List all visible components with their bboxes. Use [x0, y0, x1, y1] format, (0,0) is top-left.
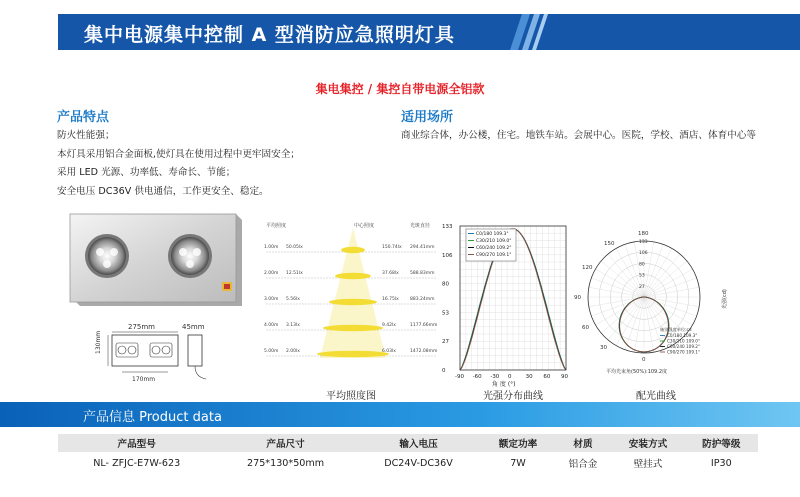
intensity-xtick: 0 [508, 374, 512, 380]
illum-header-avg: 平均照度 [266, 223, 287, 229]
illum-diam: 1177.66mm [410, 323, 438, 328]
intensity-legend-label: C60/240 109.2° [476, 246, 512, 251]
polar-chart [576, 225, 728, 377]
polar-radial-tick: 80 [639, 262, 645, 268]
illum-spot [335, 273, 371, 279]
illum-distance: 4.00m [264, 323, 279, 328]
spec-header-power: 额定功率 [481, 434, 554, 452]
intensity-caption: 光强分布曲线 [483, 391, 543, 402]
polar-legend-label: C60/240 109.2° [667, 344, 701, 349]
spec-power: 7W [510, 457, 526, 469]
spec-header-model: 产品型号 [58, 434, 215, 452]
intensity-xtick: 30 [525, 374, 533, 380]
spec-ip: IP30 [710, 457, 732, 469]
polar-footer: 平均光束角(50%):109.2度 [606, 369, 668, 375]
dim-width-label: 275mm [128, 323, 155, 331]
illum-avg: 12.51lx [286, 271, 303, 276]
intensity-xlabel: 角 度 (°) [492, 381, 516, 388]
illum-header-diam: 光斑直径 [410, 223, 431, 229]
illum-spot [341, 247, 365, 253]
polar-legend-label: C30/210 109.0° [667, 338, 701, 344]
features-list [57, 127, 300, 201]
illum-diam: 294.41mm [410, 245, 435, 250]
features-heading: 产品特点 [57, 110, 110, 125]
illum-avg: 2.00lx [286, 349, 300, 354]
product-photo [66, 212, 244, 308]
spec-material: 铝合金 [568, 459, 598, 470]
polar-legend-title: 轴别强度单位:cd [660, 327, 692, 332]
illum-spot [329, 299, 377, 305]
intensity-xtick: 60 [543, 374, 551, 380]
spec-row [58, 452, 758, 474]
spec-voltage: DC24V-DC36V [384, 457, 453, 469]
intensity-ytick: 106 [442, 252, 453, 259]
feature-item: 采用 LED 光源、功率低、寿命长、节能； [57, 167, 236, 179]
illum-diam: 588.83mm [410, 271, 435, 276]
feature-item: 安全电压 DC36V 供电通信，工作更安全、稳定。 [57, 185, 269, 197]
polar-angle-label: 60 [582, 325, 589, 331]
illum-center: 6.03lx [382, 349, 396, 354]
application-heading: 适用场所 [401, 110, 454, 125]
illum-center: 16.75lx [382, 297, 399, 302]
illum-distance: 3.00m [264, 297, 279, 302]
illum-avg: 3.13lx [286, 323, 300, 328]
illum-center: 150.74lx [382, 245, 402, 250]
intensity-ytick: 133 [442, 224, 453, 230]
polar-legend-label: C0/180 109.3° [667, 333, 698, 338]
illum-avg: 50.05lx [286, 245, 303, 250]
intensity-ytick: 53 [442, 310, 449, 317]
illum-distance: 5.00m [264, 349, 279, 354]
product-subtitle: 集电集控 / 集控自带电源全铝款 [315, 82, 485, 96]
polar-radial-tick: 53 [639, 273, 645, 279]
intensity-chart [440, 220, 578, 388]
feature-item: 防火性能强； [57, 130, 115, 141]
spec-header-size: 产品尺寸 [215, 434, 355, 452]
intensity-ytick: 27 [442, 339, 449, 346]
polar-caption: 配光曲线 [636, 391, 676, 402]
spec-table [58, 434, 758, 474]
intensity-legend-label: C0/180 109.3° [476, 232, 509, 237]
illum-spot [323, 325, 383, 331]
product-info-title: 产品信息 Product data [83, 410, 222, 425]
illum-distance: 2.00m [264, 271, 279, 276]
illum-avg: 5.56lx [286, 297, 300, 302]
feature-item: 本灯具采用铝合金面板,使灯具在使用过程中更牢固安全； [57, 148, 300, 160]
intensity-legend-label: C90/270 109.1° [476, 253, 512, 258]
banner-stripes [504, 14, 564, 50]
intensity-xtick: -30 [490, 374, 500, 380]
spec-header-material: 材质 [555, 434, 612, 452]
polar-angle-label: 180 [638, 231, 649, 237]
dim-height-label: 130mm [95, 330, 102, 354]
intensity-ytick: 80 [442, 281, 449, 288]
spec-mounting: 壁挂式 [633, 459, 663, 470]
polar-angle-label: 30 [600, 345, 607, 351]
illum-center: 37.68lx [382, 271, 399, 276]
page-title: 集中电源集中控制 A 型消防应急照明灯具 [84, 24, 455, 46]
spec-header-ip: 防护等级 [685, 434, 758, 452]
application-text: 商业综合体，办公楼，住宅。地铁车站。会展中心。医院，学校、酒店、体育中心等 [401, 130, 756, 141]
spec-header-row [58, 434, 758, 452]
polar-angle-label: 90 [574, 295, 581, 301]
polar-angle-label: 150 [604, 241, 615, 247]
polar-angle-label: 0 [642, 357, 646, 363]
illum-diam: 1472.08mm [410, 349, 438, 354]
intensity-xtick: -90 [455, 374, 464, 380]
illum-spot [317, 351, 389, 357]
polar-legend-label: C90/270 109.1° [667, 349, 701, 355]
polar-unit: 光强(cd) [722, 289, 728, 309]
dim-depth-label: 45mm [182, 323, 205, 331]
illuminance-diagram [262, 218, 440, 378]
dim-spacing-label: 170mm [132, 376, 156, 383]
polar-radial-tick: 27 [639, 284, 645, 290]
illum-center: 9.42lx [382, 323, 396, 328]
illuminance-caption: 平均照度图 [326, 391, 376, 402]
spec-header-voltage: 输入电压 [356, 434, 482, 452]
polar-angle-label: 120 [582, 265, 593, 271]
illum-distance: 1.00m [264, 245, 279, 250]
spec-size: 275*130*50mm [246, 457, 325, 469]
intensity-xtick: 90 [561, 374, 568, 380]
dimension-drawing [70, 319, 218, 383]
illum-header-center: 中心照度 [354, 223, 375, 229]
intensity-ytick: 0 [442, 368, 446, 374]
intensity-xtick: -60 [472, 374, 482, 380]
polar-radial-tick: 133 [639, 240, 648, 245]
spec-header-mounting: 安装方式 [611, 434, 684, 452]
polar-radial-tick: 106 [639, 251, 648, 257]
intensity-legend-label: C30/210 109.0° [476, 239, 512, 244]
illum-diam: 883.24mm [410, 297, 435, 302]
spec-model: NL- ZFJC-E7W-623 [93, 457, 181, 469]
